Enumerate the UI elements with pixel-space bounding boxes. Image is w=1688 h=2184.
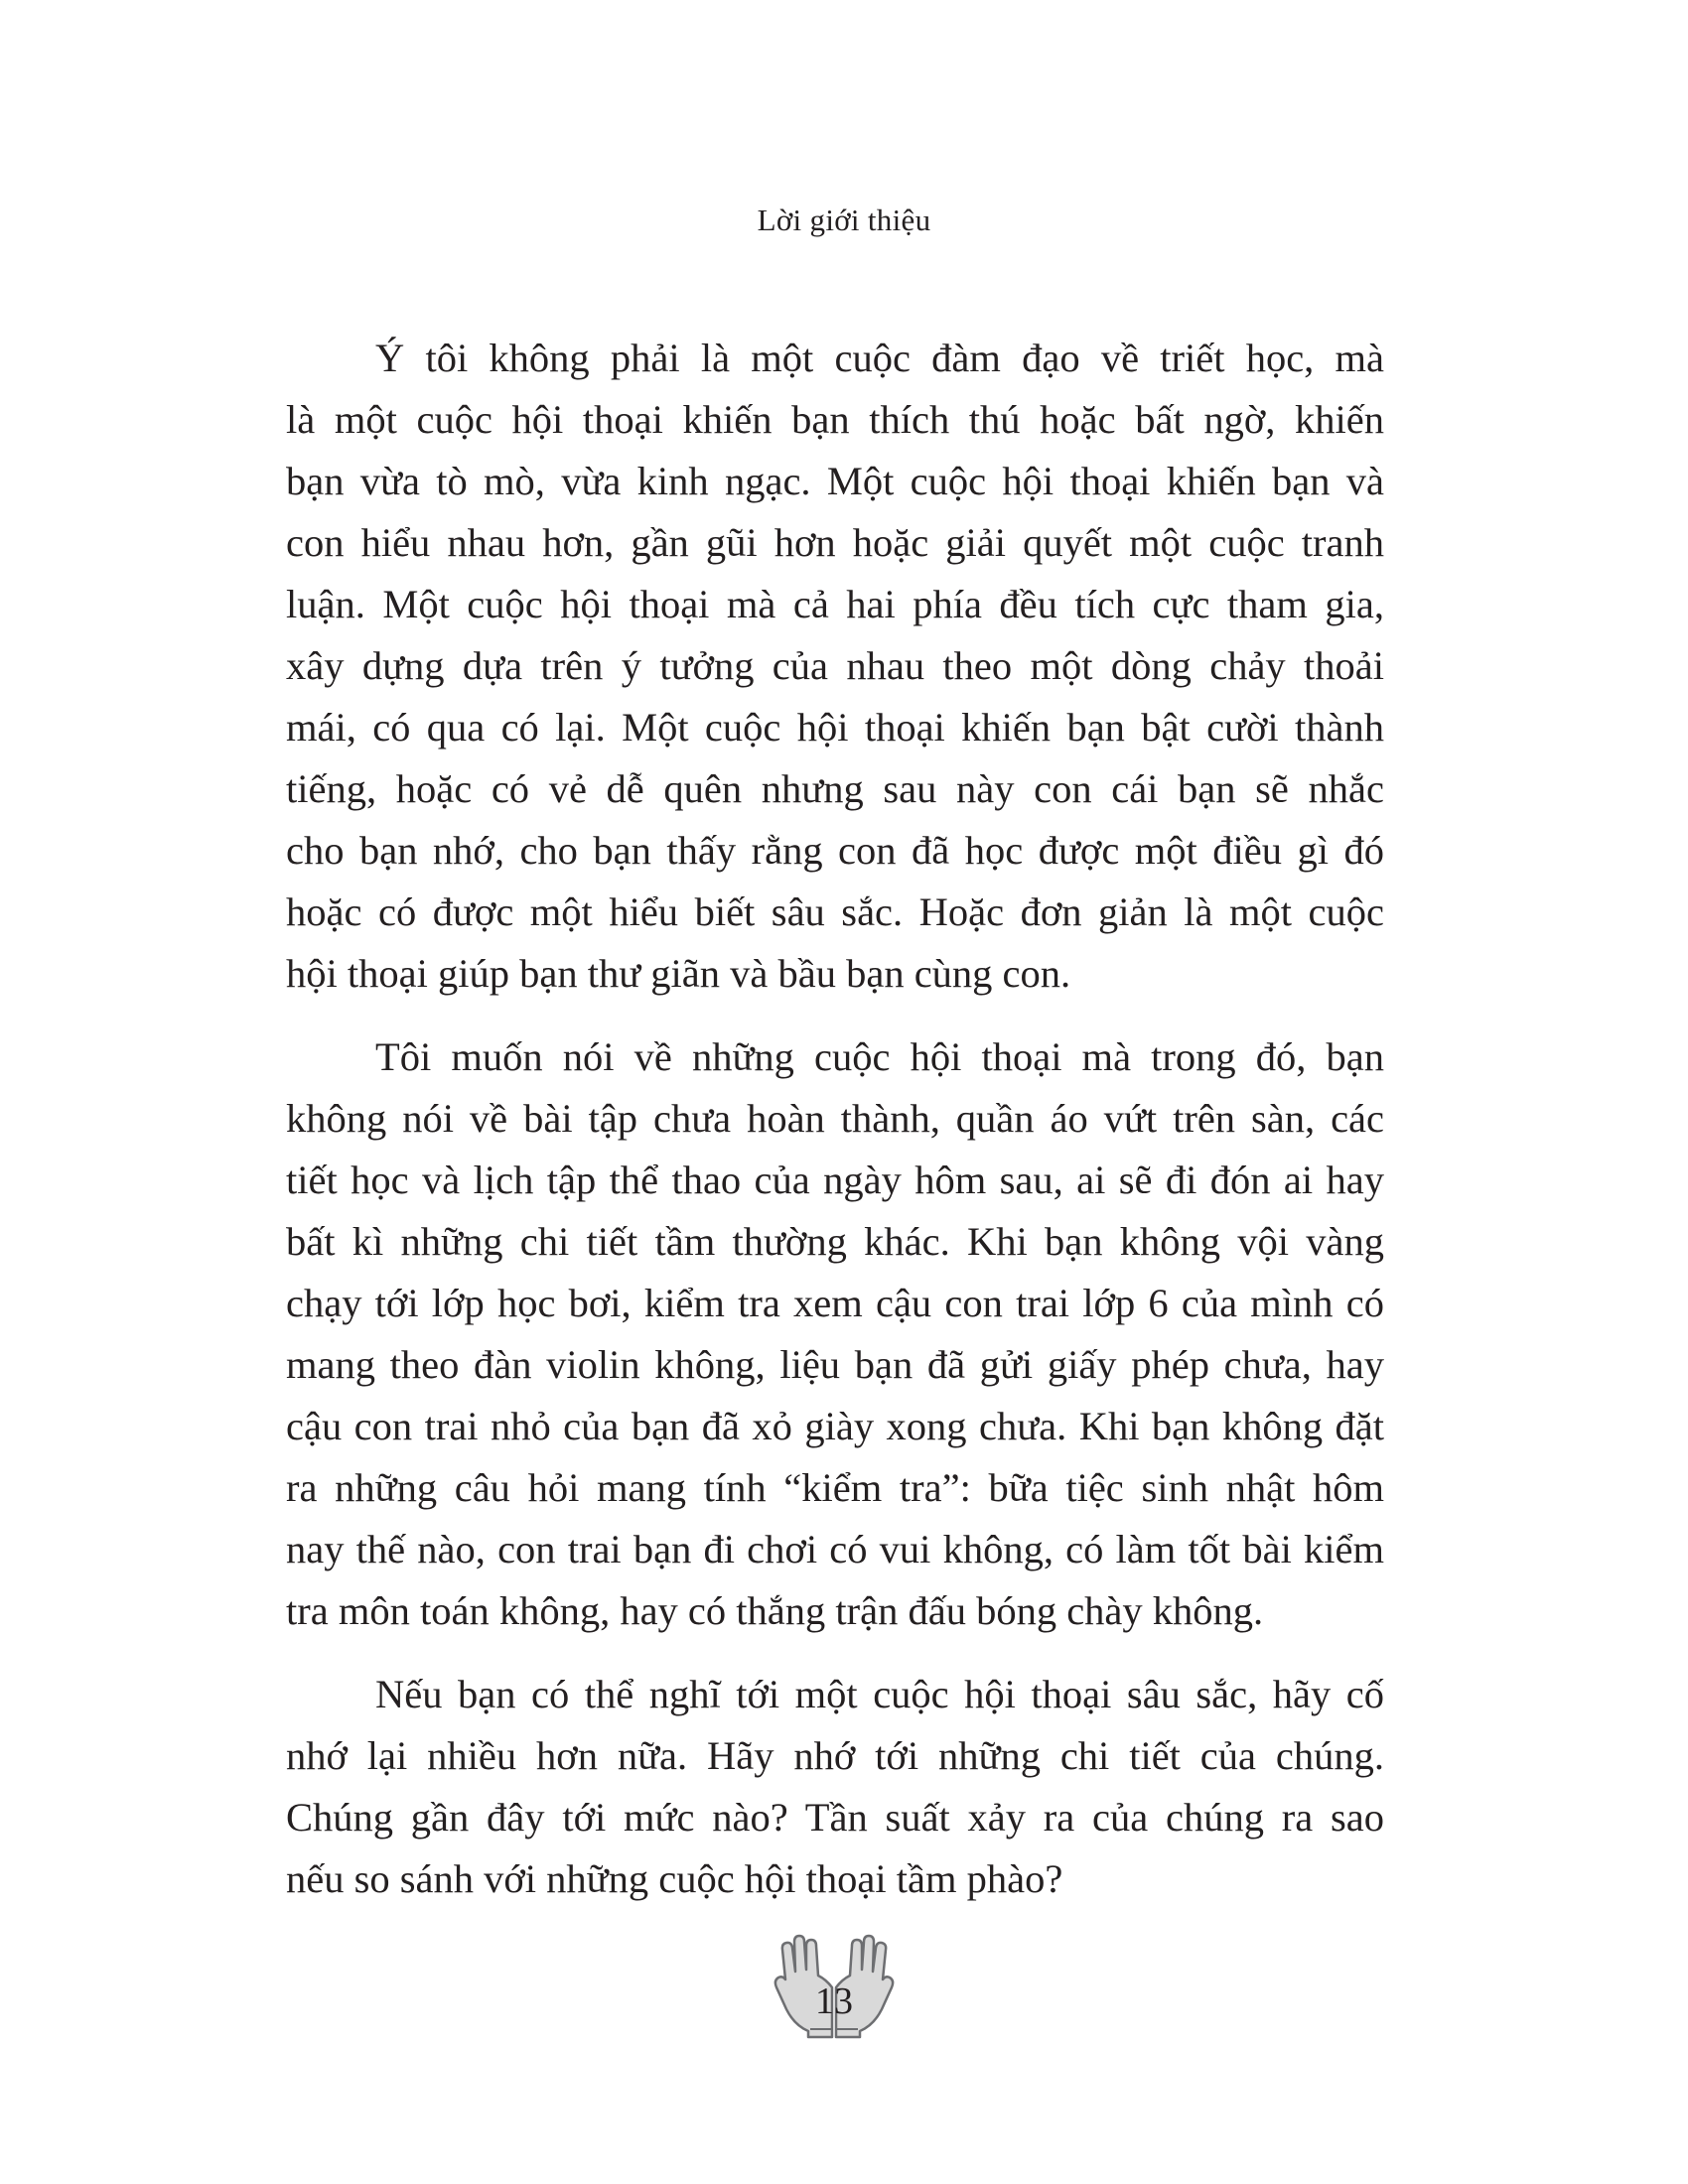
paragraph-2 <box>286 1026 1384 1642</box>
text-line: Chúng gần đây tới mức nào? Tần suất xảy ra của chúng ra sao <box>286 1795 1384 1840</box>
text-line: mang theo đàn violin không, liệu bạn đã gửi giấy phép chưa, hay <box>286 1342 1384 1387</box>
body-text <box>286 328 1384 1932</box>
paragraph-1 <box>286 328 1384 1005</box>
text-line: không nói về bài tập chưa hoàn thành, quần áo vứt trên sàn, các <box>286 1096 1384 1141</box>
text-line: cho bạn nhớ, cho bạn thấy rằng con đã học được một điều gì đó <box>286 828 1384 873</box>
text-line: luận. Một cuộc hội thoại mà cả hai phía đều tích cực tham gia, <box>286 582 1384 626</box>
text-line: nhớ lại nhiều hơn nữa. Hãy nhớ tới những chi tiết của chúng. <box>286 1733 1384 1778</box>
text-line: tra môn toán không, hay có thắng trận đấu bóng chày không. <box>286 1588 1264 1633</box>
text-line: con hiểu nhau hơn, gần gũi hơn hoặc giải quyết một cuộc tranh <box>286 520 1384 565</box>
text-line: là một cuộc hội thoại khiến bạn thích thú hoặc bất ngờ, khiến <box>286 397 1384 442</box>
text-line: bạn vừa tò mò, vừa kinh ngạc. Một cuộc hội thoại khiến bạn và <box>286 459 1384 503</box>
text-line: Tôi muốn nói về những cuộc hội thoại mà trong đó, bạn <box>375 1034 1384 1079</box>
text-line: hoặc có được một hiểu biết sâu sắc. Hoặc đơn giản là một cuộc <box>286 889 1384 934</box>
text-line: tiết học và lịch tập thể thao của ngày hôm sau, ai sẽ đi đón ai hay <box>286 1158 1384 1202</box>
text-line: hội thoại giúp bạn thư giãn và bầu bạn cùng con. <box>286 951 1071 996</box>
text-line: nếu so sánh với những cuộc hội thoại tầm phào? <box>286 1856 1063 1901</box>
page-number: 13 <box>815 1980 853 2022</box>
text-line: mái, có qua có lại. Một cuộc hội thoại khiến bạn bật cười thành <box>286 705 1384 750</box>
text-line: bất kì những chi tiết tầm thường khác. Khi bạn không vội vàng <box>286 1219 1384 1264</box>
text-line: nay thế nào, con trai bạn đi chơi có vui không, có làm tốt bài kiểm <box>286 1527 1384 1571</box>
text-line: xây dựng dựa trên ý tưởng của nhau theo một dòng chảy thoải <box>286 643 1384 688</box>
text-line: Ý tôi không phải là một cuộc đàm đạo về triết học, mà <box>375 336 1384 380</box>
running-head: Lời giới thiệu <box>757 203 931 237</box>
page-folio <box>771 1930 898 2039</box>
text-line: chạy tới lớp học bơi, kiểm tra xem cậu con trai lớp 6 của mình có <box>286 1281 1384 1325</box>
text-line: ra những câu hỏi mang tính “kiểm tra”: bữa tiệc sinh nhật hôm <box>286 1465 1384 1510</box>
text-line: Nếu bạn có thể nghĩ tới một cuộc hội thoại sâu sắc, hãy cố <box>375 1672 1384 1716</box>
text-line: cậu con trai nhỏ của bạn đã xỏ giày xong chưa. Khi bạn không đặt <box>286 1404 1384 1448</box>
text-line: tiếng, hoặc có vẻ dễ quên nhưng sau này con cái bạn sẽ nhắc <box>286 766 1384 811</box>
paragraph-3 <box>286 1664 1384 1910</box>
